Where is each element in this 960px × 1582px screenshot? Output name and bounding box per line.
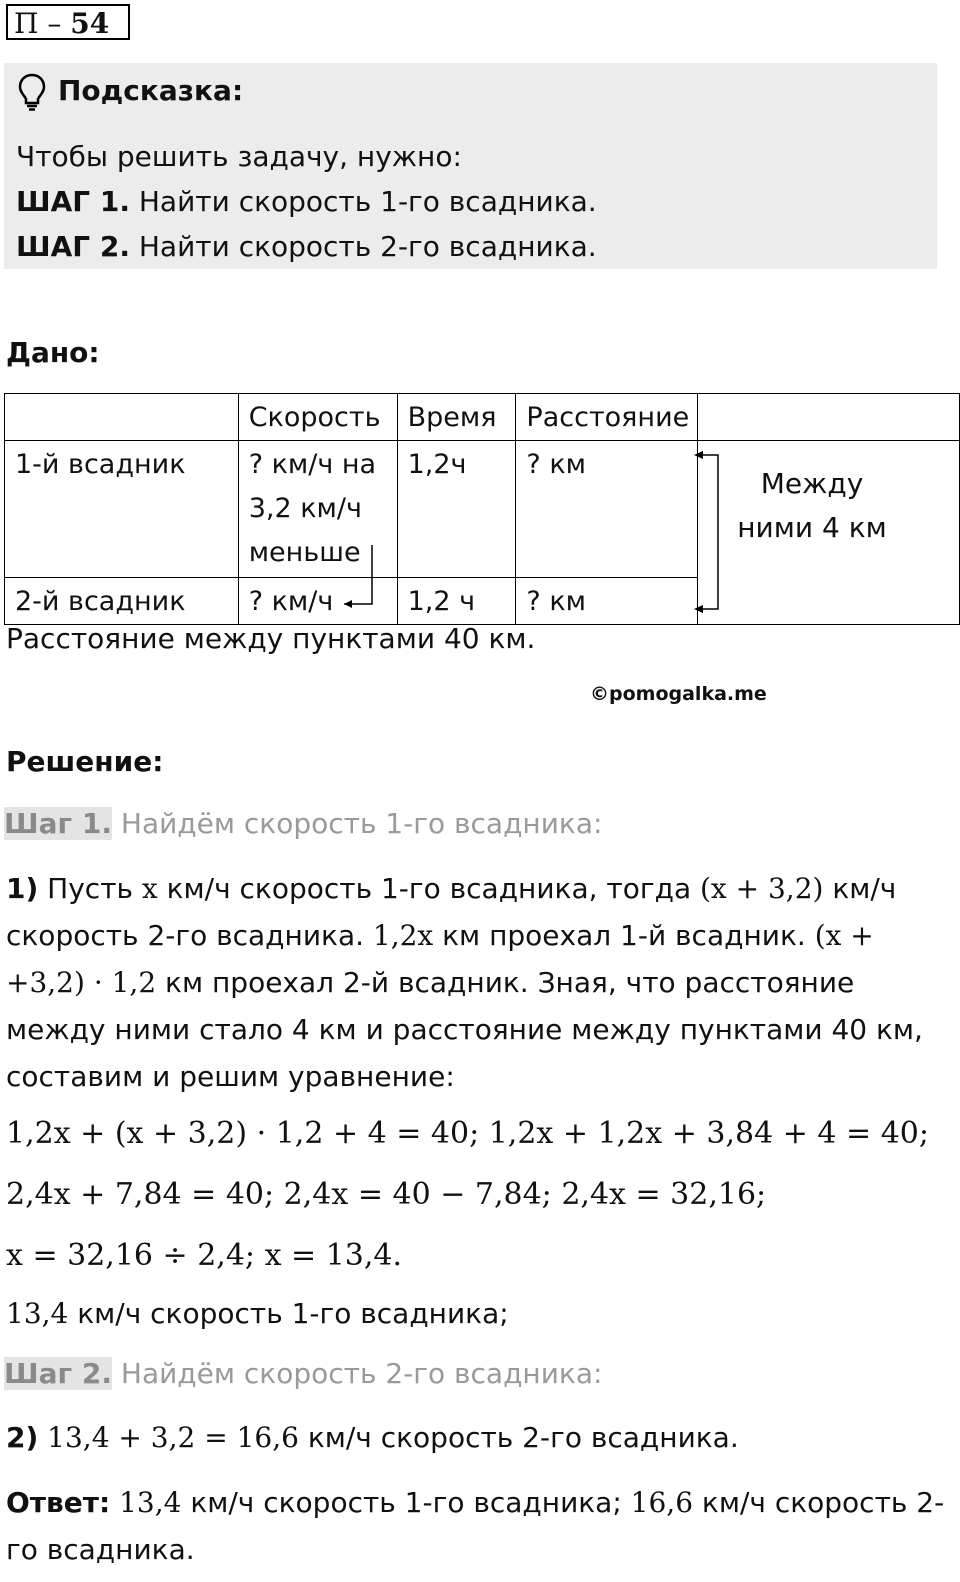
- math-run: 1,2x: [372, 919, 434, 952]
- row-name: 1-й всадник: [5, 441, 239, 578]
- math-run: (x + 3,2): [700, 872, 824, 905]
- hint-title: Подсказка:: [58, 74, 244, 107]
- between-line: ними 4 км: [737, 511, 887, 544]
- solution-line: [6, 912, 874, 959]
- given-title: Дано:: [6, 336, 100, 369]
- hint-intro: Чтобы решить задачу, нужно:: [16, 140, 462, 173]
- math-run: 16,6: [630, 1486, 694, 1519]
- row-name: 2-й всадник: [5, 578, 239, 625]
- distance-note: Расстояние между пунктами 40 км.: [6, 622, 536, 655]
- watermark: ©pomogalka.me: [590, 683, 767, 705]
- arrow-left-icon: [694, 451, 718, 613]
- text-run: между ними стало 4 км и расстояние между пунктами 40 км,: [6, 1013, 923, 1046]
- text-run: км/ч скорость 1-го всадника;: [68, 1297, 509, 1330]
- math-run: +3,2) · 1,2: [6, 966, 157, 999]
- text-run: скорость 2-го всадника.: [6, 919, 373, 952]
- text-run: составим и решим уравнение:: [6, 1060, 455, 1093]
- bracket-arrows: [0, 0, 960, 700]
- math-run: 13,4 + 3,2 = 16,6: [38, 1421, 299, 1454]
- solution-line: [6, 959, 854, 1006]
- hint-step-label: ШАГ 2.: [16, 230, 130, 263]
- math-run: x: [141, 872, 158, 905]
- text-run: км проехал 2-й всадник. Зная, что расстояние: [156, 966, 855, 999]
- solution-line: [6, 1414, 739, 1461]
- task-letter: П –: [14, 7, 62, 40]
- text-run: км/ч скорость 2-: [693, 1486, 945, 1519]
- solution-line: [6, 1006, 923, 1053]
- text-run: км/ч: [823, 872, 897, 905]
- row-distance: ? км: [516, 578, 698, 625]
- text-run: км проехал 1-й всадник.: [433, 919, 815, 952]
- answer-line: го всадника.: [6, 1533, 195, 1566]
- table-header-cell: Скорость: [238, 394, 397, 441]
- math-run: (x +: [814, 919, 874, 952]
- arrow-left-icon: [344, 545, 372, 608]
- step-text: Найдём скорость 1-го всадника:: [111, 807, 603, 840]
- math-run: 13,4: [6, 1297, 69, 1330]
- solution-line: [6, 1053, 455, 1100]
- hint-step-text: Найти скорость 1-го всадника.: [129, 185, 597, 218]
- row-time: 1,2ч: [397, 441, 516, 578]
- text-run: км/ч скорость 1-го всадника;: [181, 1486, 631, 1519]
- table-header-cell: Время: [397, 394, 516, 441]
- speed-line: ? км/ч: [248, 586, 334, 617]
- between-label: [722, 462, 902, 550]
- text-run: км/ч скорость 1-го всадника, тогда: [157, 872, 700, 905]
- hint-step-text: Найти скорость 2-го всадника.: [129, 230, 597, 263]
- task-number: 54: [70, 7, 110, 40]
- step-2-heading: [4, 1357, 602, 1390]
- step-1-heading: [4, 807, 602, 840]
- between-line: Между: [760, 467, 864, 500]
- step-tag: Шаг 1.: [4, 807, 112, 840]
- speed-line: меньше: [248, 537, 361, 568]
- speed-line: ? км/ч на: [248, 449, 377, 480]
- row-distance: ? км: [516, 441, 698, 578]
- solution-title: Решение:: [6, 745, 164, 778]
- step-text: Найдём скорость 2-го всадника:: [111, 1357, 603, 1390]
- solution-line: [6, 865, 896, 912]
- equation-line: 1,2x + (x + 3,2) · 1,2 + 4 = 40; 1,2x + 1,2x + 3,84 + 4 = 40;: [6, 1116, 929, 1151]
- table-header-cell: Расстояние: [516, 394, 698, 441]
- equation-line: x = 32,16 ÷ 2,4; x = 13,4.: [6, 1238, 403, 1273]
- row-time: 1,2 ч: [397, 578, 516, 625]
- text-run: км/ч скорость 2-го всадника.: [298, 1421, 739, 1454]
- item-number: 1): [6, 872, 39, 905]
- speed-line: 3,2 км/ч: [248, 493, 362, 524]
- step-tag: Шаг 2.: [4, 1357, 112, 1390]
- answer-label: Ответ:: [6, 1486, 111, 1519]
- result-line: [6, 1290, 509, 1337]
- item-number: 2): [6, 1421, 39, 1454]
- math-run: 13,4: [110, 1486, 182, 1519]
- answer-line: [6, 1479, 944, 1526]
- hint-step-label: ШАГ 1.: [16, 185, 130, 218]
- text-run: Пусть: [38, 872, 142, 905]
- equation-line: 2,4x + 7,84 = 40; 2,4x = 40 − 7,84; 2,4x = 32,16;: [6, 1177, 767, 1212]
